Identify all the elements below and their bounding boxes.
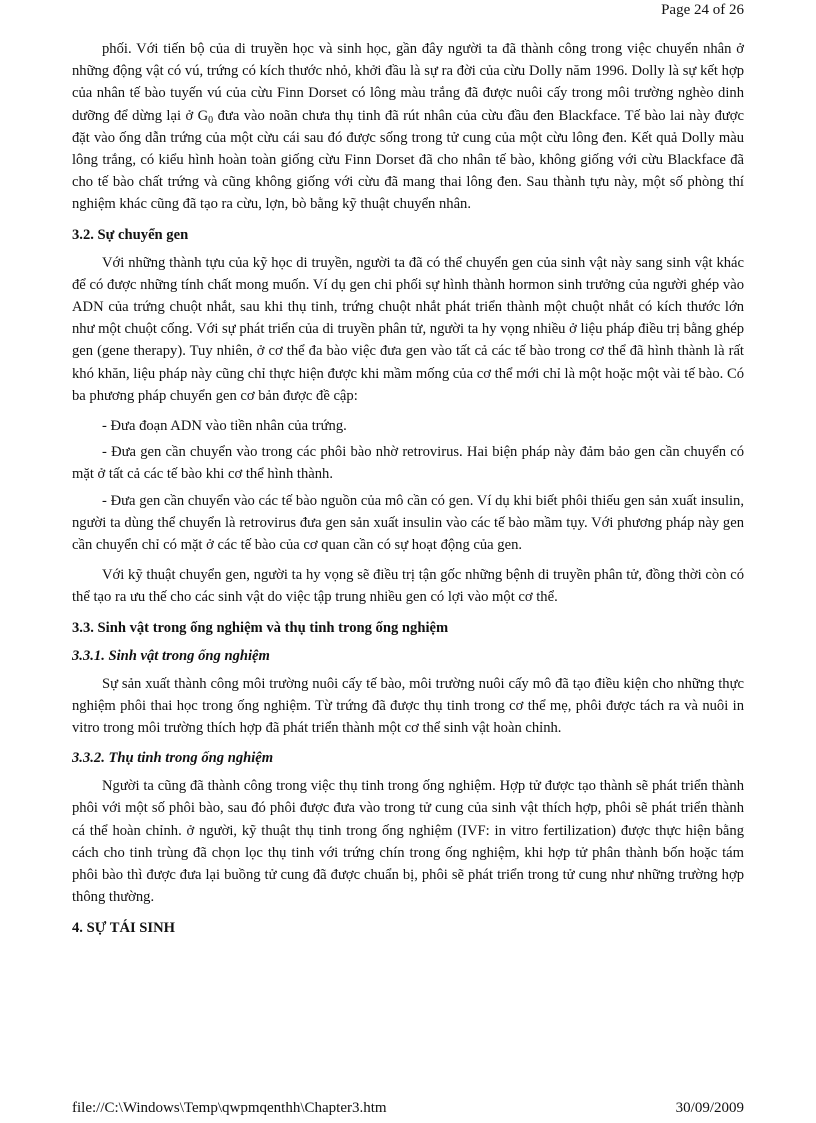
list-item-method-1: - Đưa đoạn ADN vào tiền nhân của trứng. [102, 418, 347, 435]
footer-date: 30/09/2009 [675, 1100, 744, 1116]
paragraph-gene-transfer: Với những thành tựu của kỹ học di truyền, người ta đã có thể chuyển gen của sinh vật này sang sinh vật khác để có được những tính chất mong muốn. Ví dụ gen chi phối sự hình thành hormon sinh trưởng của người ghép vào ADN của trứng chuột nhắt, sau khi thụ tinh, trứng chuột nhắt phát triển thành một chuột nhắt có kích thước lớn như một chuột cống. Với sự phát triển của di truyền phân tử, người ta hy vọng nhiều ở liệu pháp điều trị bằng ghép gen (gene therapy). Tuy nhiên, ở cơ thể đa bào việc đưa gen vào tất cả các tế bào trong cơ thể đã hình thành là rất khó khăn, liệu pháp này cũng chỉ thực hiện được khi mầm mống của cơ thể mới chỉ là một hoặc một vài tế bào. Có ba phương pháp chuyển gen cơ bản được đề cập: [72, 254, 744, 404]
paragraph-in-vitro: Sự sản xuất thành công môi trường nuôi cấy tế bào, môi trường nuôi cấy mô đã tạo điều kiện cho những thực nghiệm phôi thai học trong ống nghiệm. Từ trứng đã được thụ tinh trong cơ thể mẹ, phôi được tách ra và nuôi in vitro trong môi trường thích hợp đã phát triển thành một cơ thể sinh vật hoàn chỉnh. [72, 675, 744, 737]
list-item-method-3: - Đưa gen cần chuyển vào các tế bào nguồn của mô cần có gen. Ví dụ khi biết phôi thiếu gen sản xuất insulin, người ta dùng thể chuyển là retrovirus đưa gen sản xuất insulin vào các tế bào mầm tụy. Với phương pháp này gen cần chuyển chỉ có mặt ở các tế bào của cơ quan cần có sự hoạt động của gen. [72, 492, 744, 554]
heading-3-2: 3.2. Sự chuyển gen [72, 226, 189, 243]
subscript-g0: 0 [208, 114, 214, 126]
document-body [72, 38, 744, 945]
paragraph-dolly-part1: phối. Với tiến bộ của di truyền học và sinh học, gần đây người ta đã thành công trong việc chuyển nhân ở những động vật có vú, trứng có kích thước nhỏ, khởi đầu là sự ra đời của cừu Dolly năm 1996. Dolly là sự kết hợp của nhân tế bào tuyến vú của cừu Finn Dorset có lông màu trắng đã được nuôi cấy trong môi trường nghèo dinh dưỡng để dừng lại ở G [72, 41, 744, 124]
page-number: Page 24 of 26 [661, 2, 744, 18]
heading-3-3-2: 3.3.2. Thụ tinh trong ống nghiệm [72, 750, 274, 767]
paragraph-dolly-part2: đưa vào noãn chưa thụ tinh đã rút nhân của cừu đầu đen Blackface. Tế bào lai này được đặt vào ống dẫn trứng của một cừu cái sau đó được sống trong tử cung của một cừu lông đen. Kết quả Dolly màu lông trắng, có kiểu hình hoàn toàn giống cừu Finn Dorset đã cho nhân tế bào, không giống với cừu Blackface đã cho tế bào chất trứng và cũng không giống với cừu đã mang thai lông đen. Sau thành tựu này, một số phòng thí nghiệm khác cũng đã tạo ra cừu, lợn, bò bằng kỹ thuật chuyển nhân. [72, 107, 744, 213]
heading-4: 4. SỰ TÁI SINH [72, 919, 175, 936]
paragraph-dolly [72, 38, 744, 216]
paragraph-ivf: Người ta cũng đã thành công trong việc thụ tinh trong ống nghiệm. Hợp tử được tạo thành sẽ phát triển thành phôi với một số phôi bào, sau đó phôi được đưa vào trong tử cung của sinh vật thích hợp, phôi sẽ phát triển thành cá thể hoàn chỉnh. ở người, kỹ thuật thụ tinh trong ống nghiệm (IVF: in vitro fertilization) được thực hiện bằng cách cho tinh trùng đã chọn lọc thụ tinh với trứng chín trong ống nghiệm, khi hợp tử phân thành bốn hoặc tám phôi bào thì được đưa lại buồng tử cung đã được chuẩn bị, phôi sẽ phát triển trong tử cung như những trường hợp thông thường. [72, 778, 744, 906]
heading-3-3-1: 3.3.1. Sinh vật trong ống nghiệm [72, 647, 270, 664]
heading-3-3: 3.3. Sinh vật trong ống nghiệm và thụ tinh trong ống nghiệm [72, 619, 449, 636]
list-item-method-2: - Đưa gen cần chuyển vào trong các phôi bào nhờ retrovirus. Hai biện pháp này đảm bảo gen cần chuyển có mặt ở tất cả các tế bào khi cơ thể hình thành. [72, 444, 744, 483]
paragraph-gene-hope: Với kỹ thuật chuyển gen, người ta hy vọng sẽ điều trị tận gốc những bệnh di truyền phân tử, đồng thời còn có thể tạo ra ưu thế cho các sinh vật do việc tập trung nhiều gen có lợi vào một cơ thể. [72, 567, 744, 606]
footer-file-path: file://C:\Windows\Temp\qwpmqenthh\Chapter3.htm [72, 1100, 387, 1116]
